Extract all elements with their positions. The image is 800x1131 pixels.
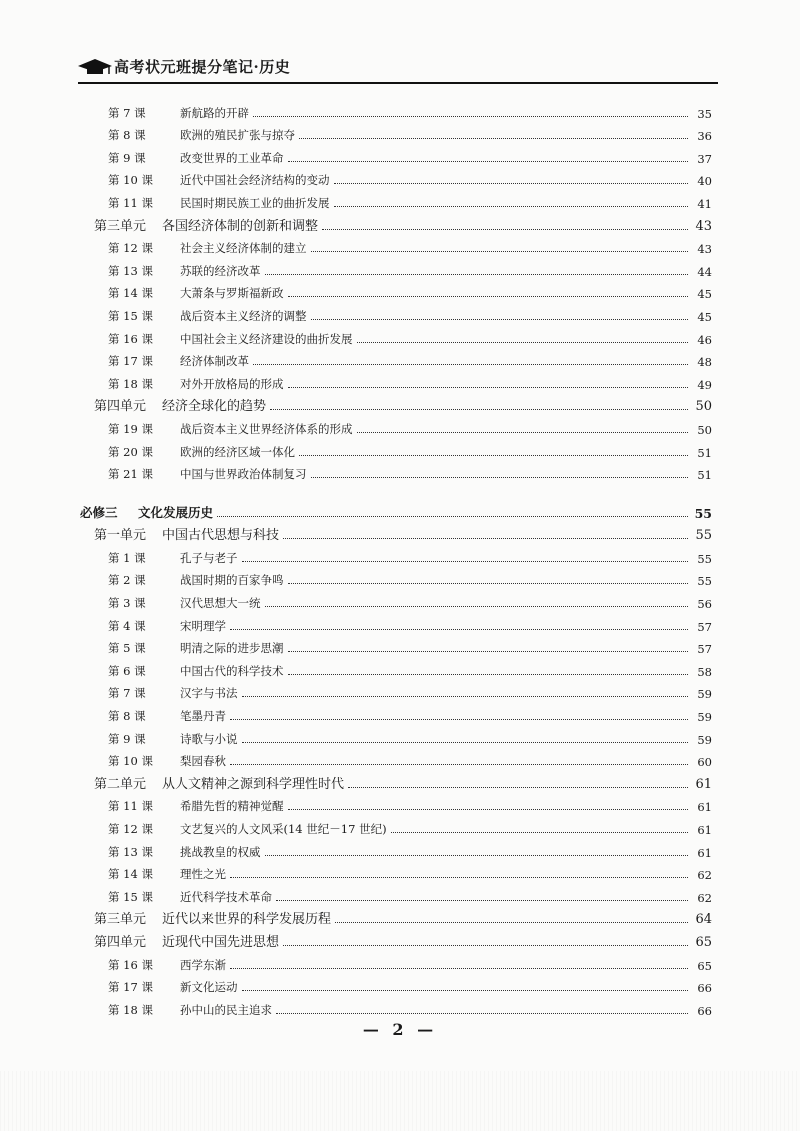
toc-entry-title: 希腊先哲的精神觉醒 [180, 799, 284, 814]
toc-entry-lesson [94, 973, 712, 996]
toc-entry-lesson [94, 792, 712, 815]
toc-entry-title: 孙中山的民主追求 [180, 1002, 272, 1017]
dot-leader [334, 183, 689, 184]
dot-leader [283, 945, 688, 946]
dot-leader [230, 877, 688, 878]
dot-leader [334, 206, 689, 207]
toc-entry-title: 梨园春秋 [180, 754, 226, 769]
toc-entry-label: 第 13 课 [108, 844, 153, 859]
toc-entry-label: 第 9 课 [108, 731, 146, 746]
toc-entry-title: 近代科学技术革命 [180, 889, 272, 904]
toc-entry-title: 经济全球化的趋势 [162, 399, 267, 415]
dot-leader [242, 561, 689, 562]
toc-entry-lesson [94, 701, 712, 724]
dot-leader [357, 432, 689, 433]
book-title: 高考状元班提分笔记·历史 [114, 58, 291, 76]
toc-entry-title: 战后资本主义经济的调整 [180, 308, 307, 323]
toc-entry-title: 文艺复兴的人文风采(14 世纪－17 世纪) [180, 822, 387, 836]
toc-entry-title: 宋明理学 [180, 618, 226, 633]
toc-entry-title: 欧洲的经济区域一体化 [180, 444, 295, 459]
toc-entry-lesson [94, 566, 712, 589]
toc-entry-page: 37 [697, 151, 712, 166]
toc-entry-label: 第 17 课 [108, 354, 153, 369]
toc-entry-title: 中国社会主义经济建设的曲折发展 [180, 331, 353, 346]
page-header [78, 52, 718, 86]
toc-entry-title: 汉字与书法 [180, 686, 238, 701]
dot-leader [242, 742, 689, 743]
toc-entry-page: 48 [697, 355, 712, 370]
toc-entry-page: 66 [697, 981, 712, 996]
toc-entry-lesson [94, 747, 712, 770]
toc-entry-label: 必修三 [80, 504, 118, 520]
toc-entry-page: 57 [697, 619, 712, 634]
toc-entry-title: 各国经济体制的创新和调整 [162, 218, 319, 234]
toc-entry-label: 第 11 课 [108, 195, 153, 210]
toc-entry-page: 55 [697, 574, 712, 589]
toc-entry-lesson [94, 860, 712, 883]
toc-entry-lesson [94, 188, 712, 211]
toc-entry-title: 战国时期的百家争鸣 [180, 573, 284, 588]
dot-leader [357, 342, 689, 343]
toc-entry-title: 中国与世界政治体制复习 [180, 467, 307, 482]
toc-entry-page: 59 [697, 710, 712, 725]
dot-leader [230, 764, 688, 765]
toc-entry-title: 中国古代思想与科技 [162, 528, 280, 544]
toc-entry-label: 第 14 课 [108, 867, 153, 882]
dot-leader [288, 674, 689, 675]
toc-entry-label: 第 4 课 [108, 618, 146, 633]
dot-leader [288, 296, 689, 297]
toc-entry-lesson [94, 950, 712, 973]
toc-entry-title: 诗歌与小说 [180, 731, 238, 746]
toc-entry-lesson [94, 166, 712, 189]
toc-entry-label: 第 2 课 [108, 573, 146, 588]
toc-entry-page: 59 [697, 687, 712, 702]
dot-leader [242, 696, 689, 697]
dot-leader [242, 990, 689, 991]
dot-leader [253, 116, 688, 117]
toc-entry-label: 第四单元 [94, 934, 147, 950]
dot-leader [288, 809, 689, 810]
toc-entry-lesson [94, 279, 712, 302]
toc-entry-page: 41 [697, 196, 712, 211]
toc-entry-page: 45 [697, 287, 712, 302]
dot-leader [311, 477, 689, 478]
toc-entry-unit [94, 927, 712, 950]
page-number: — 2 — [362, 1020, 438, 1039]
toc-entry-page: 55 [695, 528, 712, 544]
toc-entry-lesson [94, 121, 712, 144]
toc-entry-label: 第 1 课 [108, 550, 146, 565]
dot-leader [288, 583, 689, 584]
toc-entry-lesson [94, 679, 712, 702]
dot-leader [322, 229, 688, 230]
toc-entry-lesson [94, 882, 712, 905]
dot-leader [288, 161, 689, 162]
toc-entry-title: 近代以来世界的科学发展历程 [162, 912, 332, 928]
toc-entry-page: 62 [697, 868, 712, 883]
dot-leader [270, 409, 688, 410]
toc-entry-lesson [94, 611, 712, 634]
toc-entry-page: 61 [697, 845, 712, 860]
toc-entry-label: 第 8 课 [108, 128, 146, 143]
dot-leader [276, 1013, 688, 1014]
dot-leader [217, 516, 688, 517]
toc-entry-label: 第 8 课 [108, 709, 146, 724]
toc-entry-label: 第 17 课 [108, 980, 153, 995]
toc-entry-unit [94, 392, 712, 415]
toc-entry-page: 65 [695, 934, 712, 950]
toc-entry-title: 苏联的经济改革 [180, 263, 261, 278]
toc-entry-label: 第 15 课 [108, 889, 153, 904]
toc-entry-page: 49 [697, 377, 712, 392]
toc-entry-page: 51 [697, 468, 712, 483]
toc-entry-lesson [94, 814, 712, 837]
toc-entry-page: 35 [697, 106, 712, 121]
toc-entry-label: 第 10 课 [108, 173, 153, 188]
toc-entry-title: 经济体制改革 [180, 354, 249, 369]
toc-entry-label: 第 16 课 [108, 957, 153, 972]
dot-leader [391, 832, 688, 833]
toc-entry-page: 46 [697, 332, 712, 347]
toc-entry-lesson [94, 414, 712, 437]
toc-entry-label: 第 7 课 [108, 686, 146, 701]
dot-leader [348, 787, 688, 788]
dot-leader [230, 968, 688, 969]
toc-entry-page: 61 [697, 800, 712, 815]
toc-entry-lesson [94, 301, 712, 324]
toc-entry-label: 第 21 课 [108, 467, 153, 482]
toc-entry-title: 挑战教皇的权威 [180, 844, 261, 859]
dot-leader [230, 719, 688, 720]
toc-entry-label: 第 12 课 [108, 241, 153, 256]
toc-entry-page: 64 [695, 912, 712, 928]
toc-entry-lesson [94, 995, 712, 1018]
toc-entry-page: 66 [697, 1003, 712, 1018]
toc-entry-title: 孔子与老子 [180, 550, 238, 565]
toc-entry-label: 第 14 课 [108, 286, 153, 301]
dot-leader [265, 274, 689, 275]
dot-leader [265, 606, 689, 607]
dot-leader [253, 364, 688, 365]
toc-entry-page: 61 [697, 823, 712, 837]
toc-entry-page: 44 [697, 264, 712, 279]
toc-entry-label: 第 16 课 [108, 331, 153, 346]
table-of-contents [80, 98, 712, 1018]
toc-entry-label: 第 12 课 [108, 822, 153, 836]
dot-leader [288, 651, 689, 652]
toc-entry-title: 社会主义经济体制的建立 [180, 241, 307, 256]
toc-entry-lesson [94, 437, 712, 460]
toc-entry-label: 第 9 课 [108, 150, 146, 165]
toc-entry-label: 第 6 课 [108, 663, 146, 678]
graduation-cap-icon [78, 58, 112, 76]
toc-entry-label: 第 13 课 [108, 263, 153, 278]
dot-leader [311, 319, 689, 320]
toc-entry-unit [94, 211, 712, 234]
toc-entry-title: 新航路的开辟 [180, 105, 249, 120]
toc-entry-page: 61 [695, 776, 712, 792]
toc-entry-lesson [94, 234, 712, 257]
toc-entry-page: 60 [697, 755, 712, 770]
toc-entry-page: 58 [697, 664, 712, 679]
dot-leader [276, 900, 688, 901]
toc-entry-label: 第一单元 [94, 528, 147, 544]
toc-entry-label: 第 3 课 [108, 596, 146, 611]
toc-entry-label: 第四单元 [94, 399, 147, 415]
scan-noise [0, 1071, 800, 1131]
toc-entry-page: 50 [695, 399, 712, 415]
toc-entry-page: 57 [697, 642, 712, 657]
dot-leader [299, 455, 688, 456]
toc-entry-page: 50 [697, 422, 712, 437]
toc-entry-label: 第 15 课 [108, 308, 153, 323]
toc-entry-title: 笔墨丹青 [180, 709, 226, 724]
header-rule [78, 82, 718, 84]
dot-leader [335, 922, 688, 923]
dot-leader [311, 251, 689, 252]
toc-entry-title: 理性之光 [180, 867, 226, 882]
toc-entry-label: 第 10 课 [108, 754, 153, 769]
dot-leader [299, 138, 688, 139]
toc-entry-label: 第 11 课 [108, 799, 153, 814]
toc-entry-module [80, 498, 712, 521]
toc-entry-unit [94, 521, 712, 544]
toc-entry-lesson [94, 634, 712, 657]
toc-entry-lesson [94, 460, 712, 483]
toc-entry-page: 45 [697, 309, 712, 324]
toc-entry-lesson [94, 543, 712, 566]
toc-entry-lesson [94, 347, 712, 370]
toc-entry-title: 西学东渐 [180, 957, 226, 972]
toc-entry-title: 新文化运动 [180, 980, 238, 995]
toc-entry-lesson [94, 837, 712, 860]
toc-entry-title: 大萧条与罗斯福新政 [180, 286, 284, 301]
toc-entry-lesson [94, 588, 712, 611]
toc-entry-title: 战后资本主义世界经济体系的形成 [180, 421, 353, 436]
toc-entry-title: 民国时期民族工业的曲折发展 [180, 195, 330, 210]
dot-leader [230, 629, 688, 630]
toc-entry-label: 第三单元 [94, 218, 147, 234]
toc-entry-title: 文化发展历史 [138, 504, 214, 520]
toc-entry-label: 第 20 课 [108, 444, 153, 459]
toc-entry-lesson [94, 324, 712, 347]
toc-entry-page: 51 [697, 445, 712, 460]
toc-entry-label: 第 18 课 [108, 1002, 153, 1017]
toc-entry-label: 第 7 课 [108, 105, 146, 120]
toc-entry-page: 43 [697, 242, 712, 257]
toc-entry-title: 从人文精神之源到科学理性时代 [162, 776, 345, 792]
dot-leader [288, 387, 689, 388]
toc-entry-page: 55 [697, 551, 712, 566]
toc-entry-title: 近现代中国先进思想 [162, 934, 280, 950]
dot-leader [265, 855, 689, 856]
toc-entry-title: 欧洲的殖民扩张与掠夺 [180, 128, 295, 143]
toc-entry-title: 汉代思想大一统 [180, 596, 261, 611]
toc-entry-lesson [94, 143, 712, 166]
toc-entry-lesson [94, 369, 712, 392]
toc-entry-label: 第三单元 [94, 912, 147, 928]
toc-entry-page: 55 [694, 505, 712, 521]
toc-entry-title: 改变世界的工业革命 [180, 150, 284, 165]
dot-leader [283, 538, 688, 539]
toc-entry-page: 59 [697, 732, 712, 747]
toc-entry-lesson [94, 98, 712, 121]
toc-entry-unit [94, 905, 712, 928]
toc-entry-title: 近代中国社会经济结构的变动 [180, 173, 330, 188]
toc-entry-page: 43 [695, 218, 712, 234]
toc-entry-page: 65 [697, 958, 712, 973]
toc-entry-title: 明清之际的进步思潮 [180, 641, 284, 656]
toc-entry-page: 40 [697, 174, 712, 189]
toc-entry-label: 第 5 课 [108, 641, 146, 656]
toc-entry-label: 第二单元 [94, 776, 147, 792]
toc-entry-title: 中国古代的科学技术 [180, 663, 284, 678]
toc-entry-lesson [94, 724, 712, 747]
toc-entry-label: 第 19 课 [108, 421, 153, 436]
toc-entry-label: 第 18 课 [108, 376, 153, 391]
toc-entry-page: 62 [697, 890, 712, 905]
toc-entry-page: 36 [697, 129, 712, 144]
toc-entry-title: 对外开放格局的形成 [180, 376, 284, 391]
toc-entry-page: 56 [697, 597, 712, 612]
toc-entry-unit [94, 769, 712, 792]
toc-entry-lesson [94, 656, 712, 679]
toc-entry-lesson [94, 256, 712, 279]
